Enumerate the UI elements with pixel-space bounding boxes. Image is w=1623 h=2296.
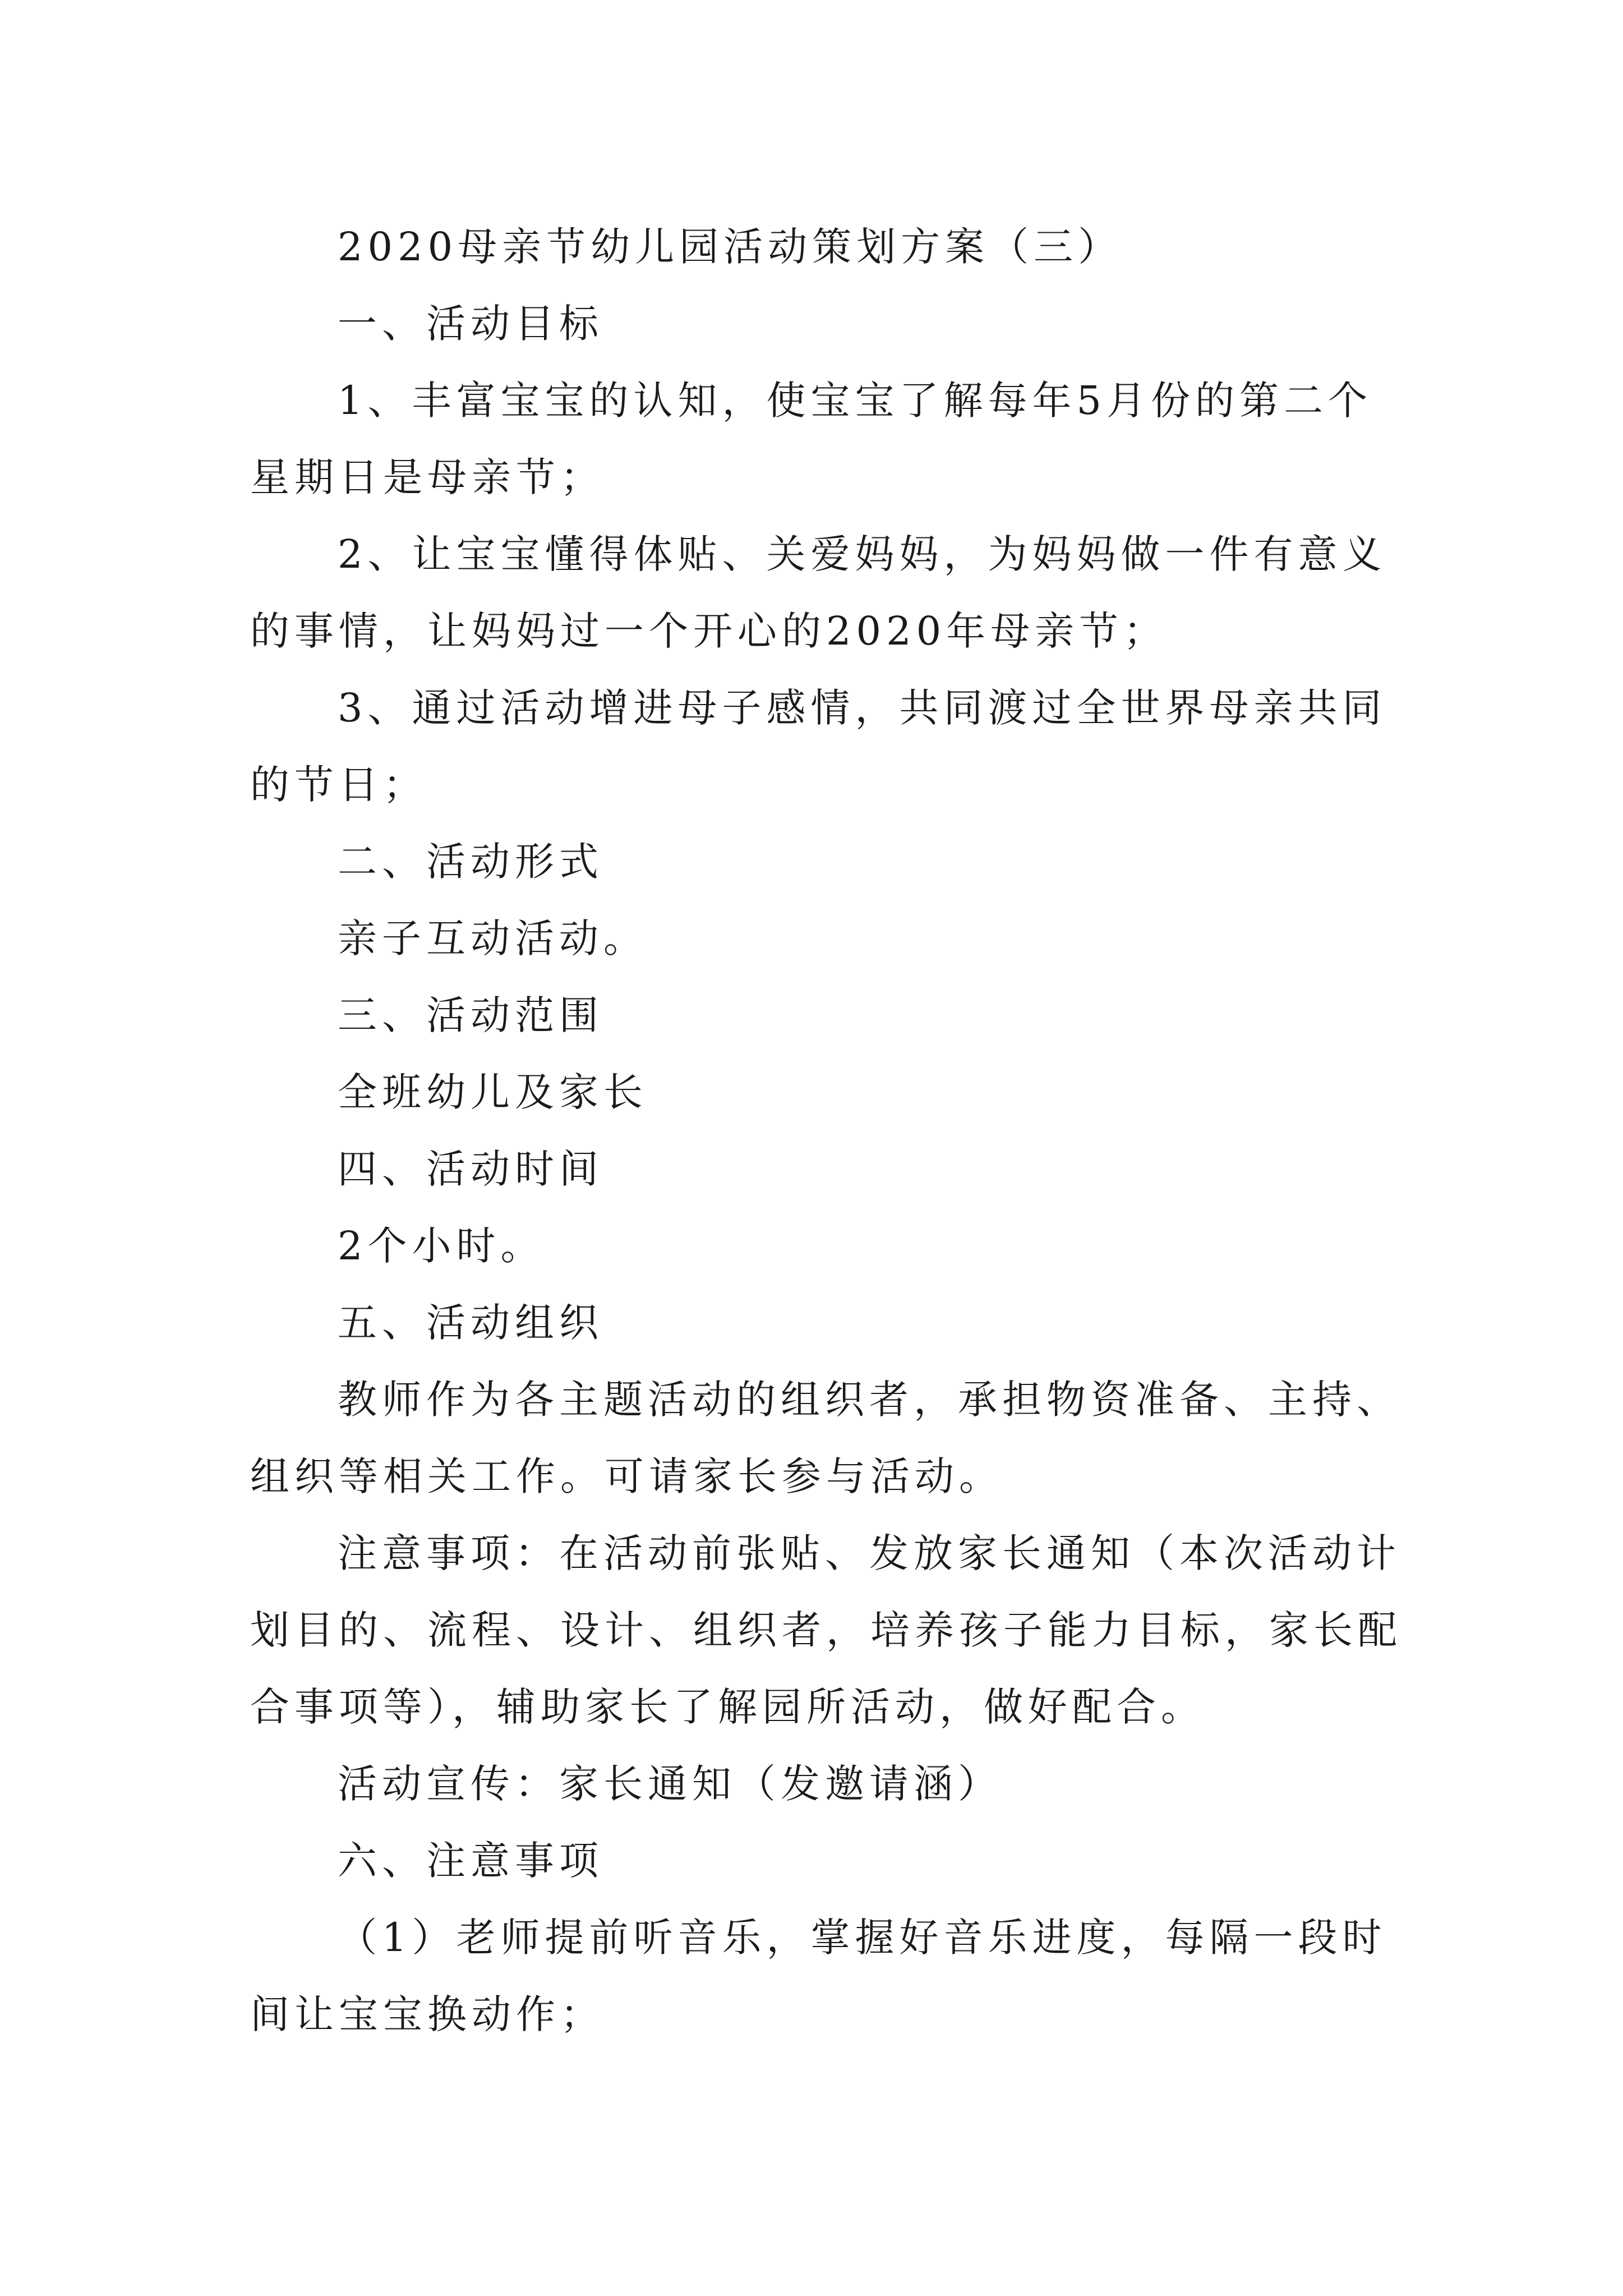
scope-text: 全班幼儿及家长	[338, 1069, 648, 1115]
document-title: 2020母亲节幼儿园活动策划方案（三）	[338, 224, 1123, 270]
goal-item-3: 3、通过活动增进母子感情，共同渡过全世界母亲共同的节日；	[250, 685, 1387, 808]
document-body	[250, 209, 1402, 2053]
promotion-text: 活动宣传：家长通知（发邀请涵）	[338, 1761, 1002, 1807]
form-text: 亲子互动活动。	[338, 915, 648, 961]
section-heading-form: 二、活动形式	[338, 839, 603, 885]
goal-item-2: 2、让宝宝懂得体贴、关爱妈妈，为妈妈做一件有意义的事情，让妈妈过一个开心的2020年母亲节；	[250, 531, 1387, 654]
section-heading-organization: 五、活动组织	[338, 1300, 603, 1346]
organization-text: 教师作为各主题活动的组织者，承担物资准备、主持、组织等相关工作。可请家长参与活动。	[250, 1377, 1401, 1499]
section-heading-precautions: 六、注意事项	[338, 1838, 603, 1884]
goal-item-1: 1、丰富宝宝的认知，使宝宝了解每年5月份的第二个星期日是母亲节；	[250, 378, 1373, 500]
precaution-item-1: （1）老师提前听音乐，掌握好音乐进度，每隔一段时间让宝宝换动作；	[250, 1915, 1387, 2037]
section-heading-scope: 三、活动范围	[338, 992, 603, 1038]
section-heading-time: 四、活动时间	[338, 1146, 603, 1192]
notice-text: 注意事项：在活动前张贴、发放家长通知（本次活动计划目的、流程、设计、组织者，培养孩子能力目标，家长配合事项等），辅助家长了解园所活动，做好配合。	[250, 1530, 1402, 1730]
section-heading-goals: 一、活动目标	[338, 301, 603, 347]
time-text: 2个小时。	[338, 1223, 545, 1269]
